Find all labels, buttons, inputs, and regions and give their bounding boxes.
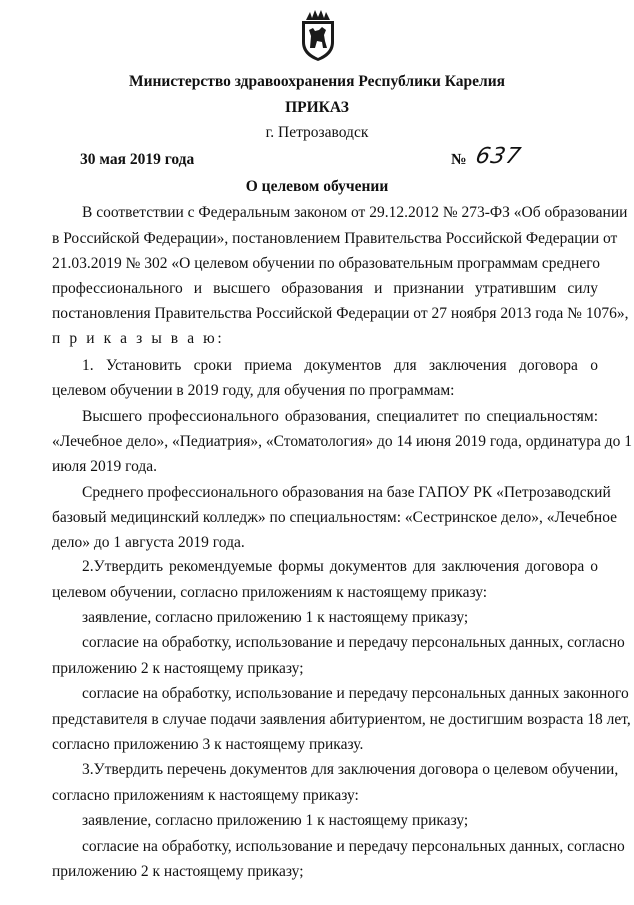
- preamble-line: в Российской Федерации», постановлением Правительства Российской Федерации от: [52, 230, 618, 247]
- item-2-line: 2.Утвердить рекомендуемые формы документов для заключения договора о: [82, 558, 598, 575]
- item-1-higher-line: Высшего профессионального образования, специалитет по специальностям:: [82, 408, 598, 425]
- document-title: О целевом обучении: [245, 178, 389, 195]
- city: г. Петрозаводск: [265, 124, 369, 141]
- preamble-line: постановления Правительства Российской Федерации от 27 ноября 2013 года № 1076»,: [52, 305, 629, 322]
- item-1-higher-line: июля 2019 года.: [52, 458, 158, 475]
- coat-of-arms-icon: [298, 8, 338, 62]
- preamble-line: профессионального и высшего образования и признании утратившим силу: [52, 280, 598, 297]
- item-3-b-line: согласие на обработку, использование и передачу персональных данных, согласно: [82, 838, 625, 855]
- item-1-secondary-line: дело» до 1 августа 2019 года.: [52, 534, 245, 551]
- item-2-b-line: приложению 2 к настоящему приказу;: [52, 660, 304, 677]
- item-1-line: целевом обучении в 2019 году, для обучения по программам:: [52, 382, 455, 399]
- item-1-secondary-line: Среднего профессионального образования на базе ГАПОУ РК «Петрозаводский: [82, 484, 611, 501]
- item-2-a-line: заявление, согласно приложению 1 к настоящему приказу;: [82, 609, 469, 626]
- number-sign: №: [451, 151, 467, 168]
- order-word: п р и к а з ы в а ю:: [52, 330, 225, 347]
- document-number: 637: [473, 144, 524, 169]
- ministry-name: Министерство здравоохранения Республики Карелия: [128, 73, 506, 90]
- document-type: ПРИКАЗ: [285, 99, 349, 116]
- item-3-b-line: приложению 2 к настоящему приказу;: [52, 863, 304, 880]
- item-2-c-line: представителя в случае подачи заявления абитуриентом, не достигшим возраста 18 лет,: [52, 711, 631, 728]
- item-3-line: согласно приложениям к настоящему приказу:: [52, 787, 359, 804]
- item-2-c-line: согласно приложению 3 к настоящему приказу.: [52, 736, 364, 753]
- item-2-b-line: согласие на обработку, использование и передачу персональных данных, согласно: [82, 634, 625, 651]
- preamble-line: 21.03.2019 № 302 «О целевом обучении по образовательным программам среднего: [52, 255, 600, 272]
- document-date: 30 мая 2019 года: [80, 151, 195, 168]
- item-1-higher-line: «Лечебное дело», «Педиатрия», «Стоматология» до 14 июня 2019 года, ординатура до 1: [52, 433, 633, 450]
- item-3-a-line: заявление, согласно приложению 1 к настоящему приказу;: [82, 812, 469, 829]
- preamble-line: В соответствии с Федеральным законом от 29.12.2012 № 273-ФЗ «Об образовании: [82, 204, 628, 221]
- item-1-secondary-line: базовый медицинский колледж» по специальностям: «Сестринское дело», «Лечебное: [52, 509, 618, 526]
- item-3-line: 3.Утвердить перечень документов для заключения договора о целевом обучении,: [82, 761, 619, 778]
- item-2-c-line: согласие на обработку, использование и передачу персональных данных законного: [82, 685, 629, 702]
- item-2-line: целевом обучении, согласно приложениям к настоящему приказу:: [52, 584, 488, 601]
- item-1-line: 1. Установить сроки приема документов для заключения договора о: [82, 357, 598, 374]
